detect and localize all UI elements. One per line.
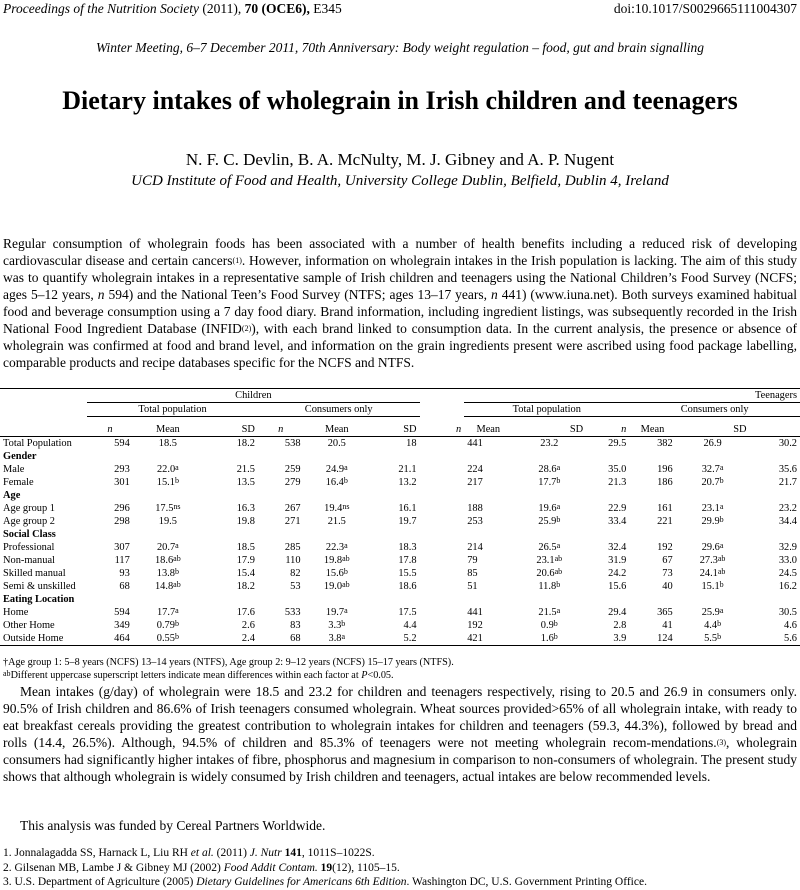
- cell-n: 224: [467, 463, 483, 475]
- significance-superscript: a: [719, 501, 724, 511]
- cell-mean: 13.8$^b$: [156, 566, 179, 579]
- citation-page: E345: [313, 1, 342, 16]
- row-label: Home: [3, 606, 29, 618]
- cell-sd: 17.5: [398, 606, 417, 618]
- cell-n: 82: [290, 567, 301, 579]
- significance-superscript: b: [556, 475, 561, 485]
- cell-sd: 3.9: [586, 632, 629, 646]
- row-label: Male: [3, 463, 25, 475]
- cell-sd: 18.2: [236, 580, 255, 592]
- cell-n: 307: [114, 541, 130, 553]
- citation-issue: (OCE6),: [261, 1, 310, 16]
- col-header-mean: Mean: [629, 423, 675, 437]
- table-row: [0, 554, 800, 567]
- cell-n: 53: [290, 580, 301, 592]
- col-header-sd: SD: [512, 423, 586, 437]
- cell-mean: 19.5: [158, 515, 177, 527]
- cell-n: 259: [284, 463, 301, 475]
- cell-n: 186: [657, 476, 673, 488]
- cell-mean: 19.8$^{ab}$: [323, 553, 350, 566]
- col-header-n: n: [107, 423, 113, 435]
- significance-superscript: a: [556, 462, 561, 472]
- significance-superscript: a: [344, 605, 348, 615]
- cell-mean: 26.9: [703, 437, 722, 449]
- cell-mean: 32.7$^a$: [701, 462, 724, 475]
- cell-mean: 3.8$^a$: [304, 632, 371, 646]
- col-header-mean: Mean: [464, 423, 512, 437]
- table-section-row: [0, 593, 800, 606]
- significance-superscript: a: [719, 540, 724, 550]
- significance-superscript: a: [556, 501, 561, 511]
- cell-mean: 19.7$^a$: [325, 605, 348, 618]
- col-header-n: n: [278, 423, 284, 435]
- cell-sd: 31.9: [608, 554, 627, 566]
- cell-mean: 14.8$^{ab}$: [154, 579, 181, 592]
- cell-mean: 23.1$^a$: [701, 501, 724, 514]
- results-paragraph: Mean intakes (g/day) of wholegrain were 18.5 and 23.2 for children and teenagers respectively, rising to 20.5 and 26.9 in consumers only. 90.5% of Irish children and 86.6% of Irish teenagers consumed wholegrain. Wheat sources provided>65% of all wholegrain intake, with ready to eat breakfast cereals providing the greatest contribution to wholegrain intakes for children and teenagers (59.3, 44.3%), followed by bread and rolls (14.4, 26.5%). Although, 94.5% of children and 85.3% of teenagers were not meeting wholegrain recom-mendations.$^{(3)}$, wholegrain consumers had significantly higher intakes of fibre, phosphorus and magnesium in comparison to non-consumers of wholegrain. The present study shows that although wholegrain is widely consumed by Irish children and teenagers, actual intakes are below recommended levels.: [3, 684, 798, 784]
- cell-sd: 32.9: [778, 541, 797, 553]
- cell-sd: 23.2: [778, 502, 797, 514]
- cell-n: 188: [467, 502, 483, 514]
- cell-sd: 17.9: [236, 554, 255, 566]
- subheader-consumers: Consumers only: [258, 403, 420, 417]
- significance-superscript: b: [174, 618, 179, 628]
- table-row: [0, 436, 800, 450]
- table-section-row: [0, 528, 800, 541]
- cell-n: 365: [657, 606, 673, 618]
- ref-marker[interactable]: (3): [716, 738, 727, 747]
- citation-year: (2011),: [202, 1, 242, 16]
- col-header-sd: SD: [676, 423, 750, 437]
- table-row: [0, 476, 800, 489]
- doi[interactable]: doi:10.1017/S0029665111004307: [613, 1, 797, 16]
- row-label: Female: [3, 476, 34, 488]
- significance-superscript: a: [341, 631, 346, 641]
- table-row: [0, 632, 800, 646]
- significance-superscript: a: [556, 540, 561, 550]
- cell-n: 293: [114, 463, 130, 475]
- row-label: Age group 1: [3, 502, 55, 514]
- cell-sd: 18.3: [398, 541, 417, 553]
- cell-n: 83: [290, 619, 301, 631]
- cell-n: 267: [284, 502, 301, 514]
- reference-list: [3, 846, 647, 890]
- cell-n: 301: [114, 476, 130, 488]
- table-row: [0, 502, 800, 515]
- significance-superscript: ns: [173, 501, 181, 511]
- cell-sd: 33.4: [608, 515, 627, 527]
- cell-n: 85: [467, 567, 478, 579]
- row-label: Non-manual: [3, 554, 55, 566]
- significance-superscript: ab: [554, 566, 563, 576]
- cell-mean: 19.0$^{ab}$: [323, 579, 350, 592]
- subheader-total: Total population: [87, 403, 258, 417]
- row-label: Semi & unskilled: [3, 580, 76, 592]
- cell-sd: 29.4: [608, 606, 627, 618]
- table-row: [0, 463, 800, 476]
- cell-mean: 0.79$^b$: [156, 618, 179, 631]
- cell-sd: 16.1: [398, 502, 417, 514]
- paper-title: Dietary intakes of wholegrain in Irish children and teenagers: [62, 86, 738, 115]
- cell-sd: 30.5: [778, 606, 797, 618]
- table-footnote-age: †Age group 1: 5–8 years (NCFS) 13–14 years (NTFS), Age group 2: 9–12 years (NCFS) 15–17 years (NTFS).: [3, 657, 454, 668]
- cell-mean: 3.3$^b$: [328, 618, 346, 631]
- cell-mean: 25.9$^b$: [538, 514, 561, 527]
- cell-sd: 4.6: [784, 619, 797, 631]
- cell-n: 196: [657, 463, 673, 475]
- cell-mean: 5.5$^b$: [676, 632, 750, 646]
- cell-n: 161: [657, 502, 673, 514]
- cell-sd: 18.6: [398, 580, 417, 592]
- cell-sd: 35.6: [778, 463, 797, 475]
- cell-n: 221: [657, 515, 673, 527]
- table-row: [0, 515, 800, 528]
- citation-volume: 70: [244, 1, 259, 16]
- cell-mean: 15.6$^b$: [325, 566, 348, 579]
- cell-sd: 18.5: [236, 541, 255, 553]
- affiliation: UCD Institute of Food and Health, University College Dublin, Belfield, Dublin 4, Ireland: [131, 173, 669, 189]
- group-header-teenagers: Teenagers: [464, 389, 800, 403]
- cell-sd: 22.9: [608, 502, 627, 514]
- cell-n: 285: [284, 541, 301, 553]
- cell-sd: 16.2: [778, 580, 797, 592]
- significance-superscript: b: [719, 475, 724, 485]
- col-header-sd: SD: [370, 423, 419, 437]
- significance-superscript: a: [175, 540, 179, 550]
- cell-n: 253: [467, 515, 483, 527]
- reference-item: 2. Gilsenan MB, Lambe J & Gibney MJ (2002) Food Addit Contam. 19(12), 1105–15.: [3, 861, 400, 874]
- cell-sd: 19.7: [398, 515, 417, 527]
- cell-mean: 24.1$^{ab}$: [699, 566, 726, 579]
- significance-superscript: b: [717, 631, 722, 641]
- cell-sd: 16.3: [236, 502, 255, 514]
- col-header-mean: Mean: [133, 423, 203, 437]
- significance-superscript: a: [175, 605, 179, 615]
- cell-n: 68: [258, 632, 304, 646]
- significance-superscript: b: [717, 618, 722, 628]
- cell-n: 214: [467, 541, 483, 553]
- cell-n: 41: [662, 619, 673, 631]
- cell-n: 538: [284, 437, 301, 449]
- cell-n: 594: [114, 606, 130, 618]
- intro-paragraph: Regular consumption of wholegrain foods has been associated with a number of health benefits including a reduced risk of developing cardiovascular disease and certain cancers$^{(1)}$. However, information on wholegrain intakes in the Irish population is lacking. The aim of this study was to quantify wholegrain intakes in a representative sample of Irish children and teenagers using the National Children’s Food Survey (NCFS; ages 5–12 years, n 594) and the National Teen’s Food Survey (NTFS; ages 13–17 years, n 441) (www.iuna.net). Both surveys examined habitual food and beverage consumption using a 7 day food diary. Brand information, including ingredient listings, was subsequently recorded in the Irish National Food Ingredient Database (INFID$^{(2)}$), with each brand linked to consumption data. In the current analysis, the presence or absence of wholegrain was confirmed at food and brand level, and information on the grain ingredients present were ascribed using food package labelling, comparable products and recipe databases specific for the NCFS and NTFS.: [3, 236, 798, 370]
- significance-superscript: ab: [173, 579, 181, 589]
- cell-mean: 28.6$^a$: [538, 462, 561, 475]
- significance-superscript: a: [344, 540, 348, 550]
- cell-n: 296: [114, 502, 130, 514]
- cell-sd: 15.4: [236, 567, 255, 579]
- significance-superscript: ab: [554, 553, 563, 563]
- cell-sd: 29.5: [608, 437, 627, 449]
- significance-superscript: ab: [717, 566, 726, 576]
- cell-n: 68: [119, 580, 130, 592]
- cell-n: 217: [467, 476, 483, 488]
- cell-mean: 25.9$^a$: [701, 605, 724, 618]
- cell-sd: 19.8: [236, 515, 255, 527]
- cell-n: 67: [662, 554, 673, 566]
- cell-sd: 13.2: [398, 476, 417, 488]
- cell-n: 124: [629, 632, 675, 646]
- cell-mean: 24.9$^a$: [325, 462, 348, 475]
- cell-mean: 27.3$^{ab}$: [699, 553, 726, 566]
- cell-n: 464: [87, 632, 133, 646]
- cell-sd: 4.4: [403, 619, 417, 631]
- significance-superscript: a: [344, 462, 348, 472]
- cell-sd: 18.2: [236, 437, 255, 449]
- section-label: Age: [3, 489, 21, 501]
- cell-sd: 13.5: [236, 476, 255, 488]
- cell-sd: 5.6: [749, 632, 800, 646]
- cell-mean: $17.5^{ns}$: [155, 501, 181, 514]
- table-section-row: [0, 489, 800, 502]
- cell-n: 594: [114, 437, 130, 449]
- cell-mean: 23.1$^{ab}$: [536, 553, 563, 566]
- ref-marker[interactable]: (1): [232, 256, 242, 265]
- significance-superscript: b: [341, 618, 346, 628]
- cell-n: 110: [285, 554, 301, 566]
- cell-n: 441: [467, 437, 483, 449]
- significance-superscript: b: [719, 579, 724, 589]
- significance-superscript: b: [556, 579, 561, 589]
- cell-sd: 15.5: [398, 567, 417, 579]
- cell-n: 441: [467, 606, 483, 618]
- cell-sd: 15.6: [608, 580, 627, 592]
- cell-n: 279: [284, 476, 301, 488]
- cell-sd: 35.0: [608, 463, 627, 475]
- cell-sd: 21.7: [778, 476, 797, 488]
- significance-superscript: ab: [717, 553, 726, 563]
- cell-n: 79: [467, 554, 478, 566]
- col-header-n: n: [456, 423, 462, 435]
- section-label: Social Class: [3, 528, 56, 540]
- row-label: Skilled manual: [3, 567, 66, 579]
- significance-superscript: ns: [342, 501, 350, 511]
- cell-sd: 32.4: [608, 541, 627, 553]
- meeting-title: Winter Meeting, 6–7 December 2011, 70th Anniversary: Body weight regulation – food, gut and brain signalling: [96, 40, 704, 55]
- funding-statement: This analysis was funded by Cereal Partners Worldwide.: [20, 818, 326, 833]
- cell-mean: 20.6$^{ab}$: [536, 566, 563, 579]
- cell-mean: 0.55$^b$: [133, 632, 203, 646]
- cell-sd: 30.2: [778, 437, 797, 449]
- group-header-children: Children: [87, 389, 419, 403]
- table-footnote-significance: $^{ab}$Different uppercase superscript letters indicate mean differences within each factor at P<0.05.: [3, 669, 394, 681]
- cell-n: 349: [114, 619, 130, 631]
- cell-mean: 19.6$^a$: [538, 501, 561, 514]
- section-label: Gender: [3, 450, 37, 462]
- cell-sd: 21.5: [236, 463, 255, 475]
- cell-n: 192: [657, 541, 673, 553]
- cell-mean: 18.5: [158, 437, 177, 449]
- cell-sd: 24.2: [608, 567, 627, 579]
- cell-n: 421: [464, 632, 512, 646]
- significance-superscript: b: [343, 475, 348, 485]
- row-label: Total Population: [3, 437, 72, 449]
- subheader-total: Total population: [464, 403, 629, 417]
- cell-mean: $19.4^{ns}$: [324, 501, 350, 514]
- cell-n: 40: [662, 580, 673, 592]
- cell-sd: 17.8: [398, 554, 417, 566]
- subheader-consumers: Consumers only: [629, 403, 800, 417]
- cell-mean: 18.6$^{ab}$: [154, 553, 181, 566]
- journal-citation: Proceedings of the Nutrition Society (2011), 70 (OCE6), E345: [3, 1, 342, 16]
- table-row: [0, 619, 800, 632]
- table-section-row: [0, 450, 800, 463]
- cell-n: 382: [657, 437, 673, 449]
- cell-sd: 21.3: [608, 476, 627, 488]
- cell-sd: 24.5: [778, 567, 797, 579]
- significance-superscript: ab: [173, 553, 181, 563]
- significance-superscript: b: [719, 514, 724, 524]
- cell-n: 51: [467, 580, 478, 592]
- cell-n: 298: [114, 515, 130, 527]
- significance-superscript: b: [174, 475, 179, 485]
- cell-mean: 17.7$^b$: [538, 475, 561, 488]
- cell-sd: 2.4: [203, 632, 258, 646]
- cell-mean: 1.6$^b$: [512, 632, 586, 646]
- cell-mean: 4.4$^b$: [704, 618, 722, 631]
- cell-n: 93: [119, 567, 130, 579]
- significance-superscript: a: [719, 462, 724, 472]
- cell-n: 271: [284, 515, 301, 527]
- cell-mean: 15.1$^b$: [701, 579, 724, 592]
- cell-n: 73: [662, 567, 673, 579]
- cell-sd: 21.1: [398, 463, 417, 475]
- results-table: [0, 388, 800, 646]
- row-label: Professional: [3, 541, 55, 553]
- cell-mean: 26.5$^a$: [538, 540, 561, 553]
- significance-superscript: a: [719, 605, 724, 615]
- significance-superscript: b: [343, 566, 348, 576]
- col-header-sd: SD: [203, 423, 258, 437]
- cell-mean: 17.7$^a$: [156, 605, 179, 618]
- row-label: Outside Home: [0, 632, 87, 646]
- row-label: Other Home: [3, 619, 55, 631]
- cell-n: 533: [284, 606, 301, 618]
- cell-sd: 2.6: [241, 619, 255, 631]
- cell-mean: 20.7$^b$: [701, 475, 724, 488]
- cell-sd: 34.4: [778, 515, 797, 527]
- section-label: Eating Location: [3, 593, 75, 605]
- cell-mean: 0.9$^b$: [540, 618, 558, 631]
- cell-mean: 29.6$^a$: [701, 540, 724, 553]
- cell-n: 117: [114, 554, 130, 566]
- cell-mean: 22.0$^a$: [156, 462, 179, 475]
- cell-mean: 15.1$^b$: [156, 475, 179, 488]
- reference-item: 1. Jonnalagadda SS, Harnack L, Liu RH et al. (2011) J. Nutr 141, 1011S–1022S.: [3, 847, 375, 859]
- cell-mean: 29.9$^b$: [701, 514, 724, 527]
- significance-superscript: ab: [342, 553, 350, 563]
- cell-mean: 20.7$^a$: [156, 540, 179, 553]
- significance-superscript: a: [175, 462, 179, 472]
- cell-sd: 33.0: [778, 554, 797, 566]
- cell-mean: 20.5: [327, 437, 346, 449]
- significance-superscript: ab: [342, 579, 350, 589]
- cell-sd: 5.2: [370, 632, 419, 646]
- cell-sd: 2.8: [613, 619, 627, 631]
- col-header-mean: Mean: [304, 423, 371, 437]
- table-row: [0, 606, 800, 619]
- significance-superscript: b: [174, 566, 179, 576]
- cell-mean: 23.2: [540, 437, 559, 449]
- cell-sd: 18: [406, 437, 417, 449]
- ref-marker[interactable]: (2): [241, 324, 252, 333]
- row-label: Age group 2: [3, 515, 55, 527]
- table-row: [0, 541, 800, 554]
- significance-superscript: a: [556, 605, 561, 615]
- table-row: [0, 567, 800, 580]
- significance-superscript: b: [174, 631, 179, 641]
- authors: N. F. C. Devlin, B. A. McNulty, M. J. Gibney and A. P. Nugent: [185, 150, 615, 169]
- col-header-n: n: [621, 423, 627, 435]
- cell-mean: 21.5$^a$: [538, 605, 561, 618]
- cell-sd: 17.6: [236, 606, 255, 618]
- significance-superscript: b: [556, 514, 561, 524]
- significance-superscript: b: [553, 631, 558, 641]
- cell-mean: 11.8$^b$: [538, 579, 561, 592]
- cell-mean: 16.4$^b$: [325, 475, 348, 488]
- reference-item: 3. U.S. Department of Agriculture (2005) Dietary Guidelines for Americans 6th Edition. Washington DC, U.S. Government Printing Office.: [3, 876, 647, 888]
- cell-mean: 22.3$^a$: [325, 540, 348, 553]
- significance-superscript: b: [553, 618, 558, 628]
- cell-n: 192: [467, 619, 483, 631]
- cell-mean: 21.5: [327, 515, 346, 527]
- table-row: [0, 580, 800, 593]
